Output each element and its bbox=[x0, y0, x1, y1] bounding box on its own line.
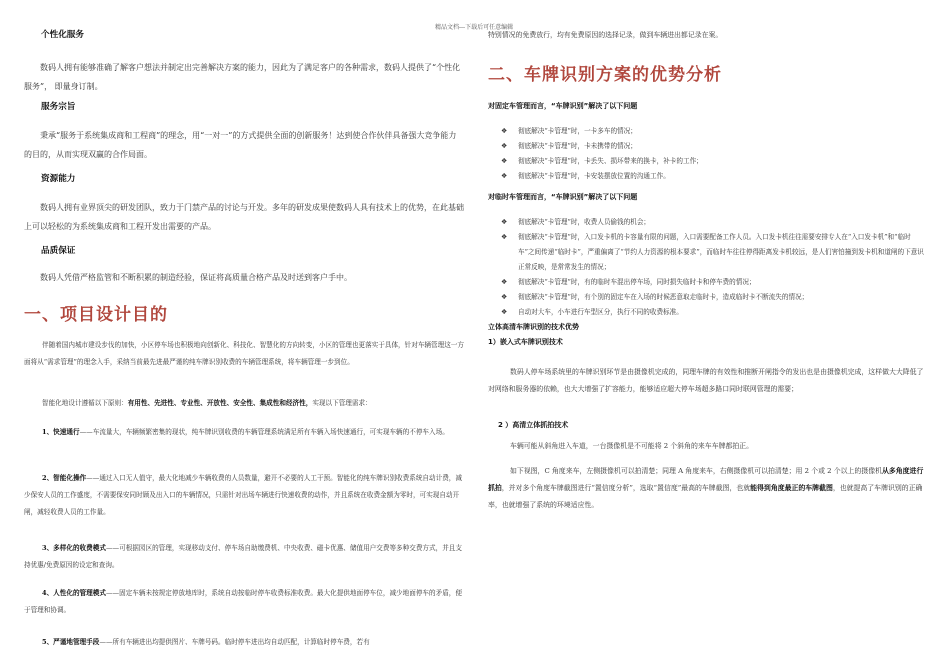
heading-project-purpose: 一、项目设计目的 bbox=[24, 305, 168, 325]
item-body: ——通过入口无人值守，最大化地减少车辆收费的人员数量，避开不必要的人工干预。智能化的纯车牌识别收费系统自动计费，减少保安人员的工作盛度，不需要保安同时顾及出入口的车辆情况，只需针对出场车辆进行快速收费的动作，并且系统在收费金额为零时，可实现自动开闸，减轻收费人员的工作量。 bbox=[24, 474, 462, 516]
section-title-resources: 资源能力 bbox=[41, 174, 76, 184]
section-body-quality: 数码人凭借严格监管和不断积累的制造经验，保证将高质量合格产品及时送到客户手中。 bbox=[40, 273, 352, 282]
diamond-bullet-icon: ❖ bbox=[501, 293, 508, 301]
analysis-text-c: ，也就提高了车牌识别的正确率，也就增强了系统的环境适应性。 bbox=[488, 484, 923, 509]
principles-paragraph bbox=[24, 395, 464, 412]
section-title-service: 服务宗旨 bbox=[41, 102, 76, 112]
section-body-resources: 数码人拥有业界顶尖的研发团队，致力于门禁产品的讨论与开发。多年的研发成果使数码人具有技术上的优势，在此基础上可以轻松的为系统集成商和工程开发出需要的产品。 bbox=[24, 203, 464, 231]
heading-advantages: 二、车牌识别方案的优势分析 bbox=[488, 65, 722, 85]
temp-item-text: 彻底解决“卡管理”时，有个别的固定车在入场的时候恶意取走临时卡，造成临时卡不断流失的情况； bbox=[518, 293, 809, 301]
intro-paragraph: 伴随着国内城市建设步伐的加快，小区停车场也积极地向创新化、科技化、智慧化的方向转变，小区的管理也更落实于具体，针对车辆管理这一方面将从“需求管理”的理念入手，采纳当前最先进最严谨的纯车牌识别收费的车辆管理系统，将车辆管理一步到位。 bbox=[24, 341, 464, 366]
embedded-tech-subheading: 1）嵌入式车牌识别技术 bbox=[488, 338, 563, 346]
view-analysis-paragraph bbox=[488, 463, 926, 514]
fixed-item-text: 彻底解决“卡管理”时，一卡多车的情况； bbox=[518, 127, 637, 135]
item-1 bbox=[24, 424, 464, 441]
stereo-capture-paragraph: 车辆可能从斜角进入车道，一台摄像机是不可能将 2 个斜角的来车车牌都拍正。 bbox=[510, 442, 754, 450]
fixed-item-text: 彻底解决“卡管理”时，卡未携带的情况； bbox=[518, 142, 637, 150]
principles-suffix: 实现以下管理需求： bbox=[312, 399, 372, 407]
item-head: 4、人性化的管理模式 bbox=[42, 589, 106, 597]
fixed-vehicle-heading: 对固定车管理而言，“车牌识别”解决了以下问题 bbox=[488, 102, 638, 110]
item-3 bbox=[24, 540, 464, 574]
fixed-item bbox=[488, 169, 926, 184]
item-body: ——车流量大，车辆频繁密集的现状，纯车牌识别收费的车辆管理系统满足所有车辆入场快速通行，可实现车辆的不停车入场。 bbox=[79, 428, 449, 436]
stereo-capture-subheading: 2 ）高清立体抓拍技术 bbox=[498, 421, 569, 429]
diamond-bullet-icon: ❖ bbox=[501, 157, 508, 165]
item-head: 1、快速通行 bbox=[42, 428, 80, 436]
item-4 bbox=[24, 585, 464, 619]
analysis-bold-b: 能得到角度最正的车牌截图 bbox=[750, 484, 833, 492]
temp-item bbox=[488, 290, 926, 305]
analysis-text-a: 如下视图，C 角度来车，左侧摄像机可以拍清楚；同理 A 角度来车，右侧摄像机可以拍清楚；用 2 个或 2 个以上的摄像机 bbox=[510, 467, 882, 475]
temp-item bbox=[488, 305, 926, 320]
item-body: ——可根据园区的管理，实现移动支付、停车场自助缴费机、中央收费、磁卡优惠、储值用户交费等多种交费方式，并且支持优惠/免费原因的设定和查询。 bbox=[24, 544, 462, 569]
temp-item bbox=[488, 230, 926, 275]
temp-item bbox=[488, 215, 926, 230]
diamond-bullet-icon: ❖ bbox=[501, 308, 508, 316]
item-head: 3、多样化的收费模式 bbox=[42, 544, 106, 552]
item-2 bbox=[24, 470, 464, 521]
item-head: 2、智能化操作 bbox=[42, 474, 87, 482]
fixed-item bbox=[488, 154, 926, 169]
continued-line: 特别情况的免费放行，均有免费原因的选择记录，做到车辆进出都记录在案。 bbox=[488, 31, 723, 39]
item-body: ——所有车辆进出均提供图片、车牌号码。临时停车进出均自动匹配，计算临时停车费，若有 bbox=[99, 638, 370, 646]
diamond-bullet-icon: ❖ bbox=[501, 172, 508, 180]
diamond-bullet-icon: ❖ bbox=[501, 278, 508, 286]
principles-prefix: 智能化地设计遵循以下原则： bbox=[42, 399, 128, 407]
temp-vehicle-heading: 对临时车管理而言，“车牌识别”解决了以下问题 bbox=[488, 193, 638, 201]
fixed-item-text: 彻底解决“卡管理”时，卡丢失、损坏带来的换卡，补卡的工作； bbox=[518, 157, 703, 165]
section-body-personalized: 数码人拥有能够准确了解客户想法并制定出完善解决方案的能力，因此为了满足客户的各种需求，数码人提供了“个性化服务”， 即量身订制。 bbox=[24, 63, 461, 91]
item-head: 5、严谨地管理手段 bbox=[42, 638, 100, 646]
item-body: ——固定车辆未按规定停放地库时，系统自动按临时停车收费标准收费。最大化提供地面停车位，减少地面停车的矛盾，便于管理和协调。 bbox=[24, 589, 462, 614]
temp-item bbox=[488, 275, 926, 290]
section-title-personalized: 个性化服务 bbox=[41, 30, 84, 40]
analysis-text-b: ，并对多个角度车牌截图进行“置信度分析”，选取“置信度”最高的车牌截图，也就 bbox=[501, 484, 751, 492]
fixed-item-text: 彻底解决“卡管理”时，卡安装摆放位置的沟通工作。 bbox=[518, 172, 670, 180]
analysis-bold-a: 从多角度进行抓拍 bbox=[488, 467, 924, 492]
embedded-tech-paragraph: 数码人停车场系统里的车牌识别环节是由摄像机完成的，同理车牌的有效性和推断开闸指令的发出也是由摄像机完成，这样做大大降低了对网络和服务器的依赖，也大大增强了扩容能力，能够适应超大停车场超多路口同时联网管理的需要； bbox=[488, 368, 924, 393]
item-5 bbox=[24, 634, 464, 651]
fixed-item bbox=[488, 139, 926, 154]
temp-item-text: 彻底解决“卡管理”时，入口发卡机的卡容量有限的问题，入口需要配备工作人员。入口发卡机往往需要安排专人在“入口发卡机”和“临时车”之间传递“临时卡”，严重偏离了“节约人力资源的根本要求”，而临时车往往停得距离发卡机较远，是人们害怕撞到发卡机和道闸的下意识正常反映，是常常发生的情况； bbox=[518, 233, 924, 271]
section-body-service: 秉承“服务于系统集成商和工程商”的理念，用“一对一”的方式提供全面的创新服务！达到使合作伙伴具备强大竞争能力的目的，从而实现双赢的合作局面。 bbox=[24, 131, 457, 159]
fixed-item bbox=[488, 124, 926, 139]
temp-item-text: 彻底解决“卡管理”时，有的临时车混出停车场，同时损失临时卡和停车费的情况； bbox=[518, 278, 756, 286]
temp-item-text: 自动对大车，小车进行车型区分，执行不同的收费标准。 bbox=[518, 308, 683, 316]
page-watermark: 精品文档---下载后可任意编辑 bbox=[435, 24, 514, 31]
principles-bold: 有用性、先进性、专业性、开放性、安全性、集成性和经济性， bbox=[127, 399, 313, 407]
diamond-bullet-icon: ❖ bbox=[501, 218, 508, 226]
diamond-bullet-icon: ❖ bbox=[501, 142, 508, 150]
section-title-quality: 品质保证 bbox=[41, 246, 76, 256]
diamond-bullet-icon: ❖ bbox=[501, 127, 508, 135]
diamond-bullet-icon: ❖ bbox=[501, 233, 508, 241]
temp-item-text: 彻底解决“卡管理”时，收费人员偷钱的机会； bbox=[518, 218, 651, 226]
hd-tech-heading: 立体高清车牌识别的技术优势 bbox=[488, 323, 579, 331]
